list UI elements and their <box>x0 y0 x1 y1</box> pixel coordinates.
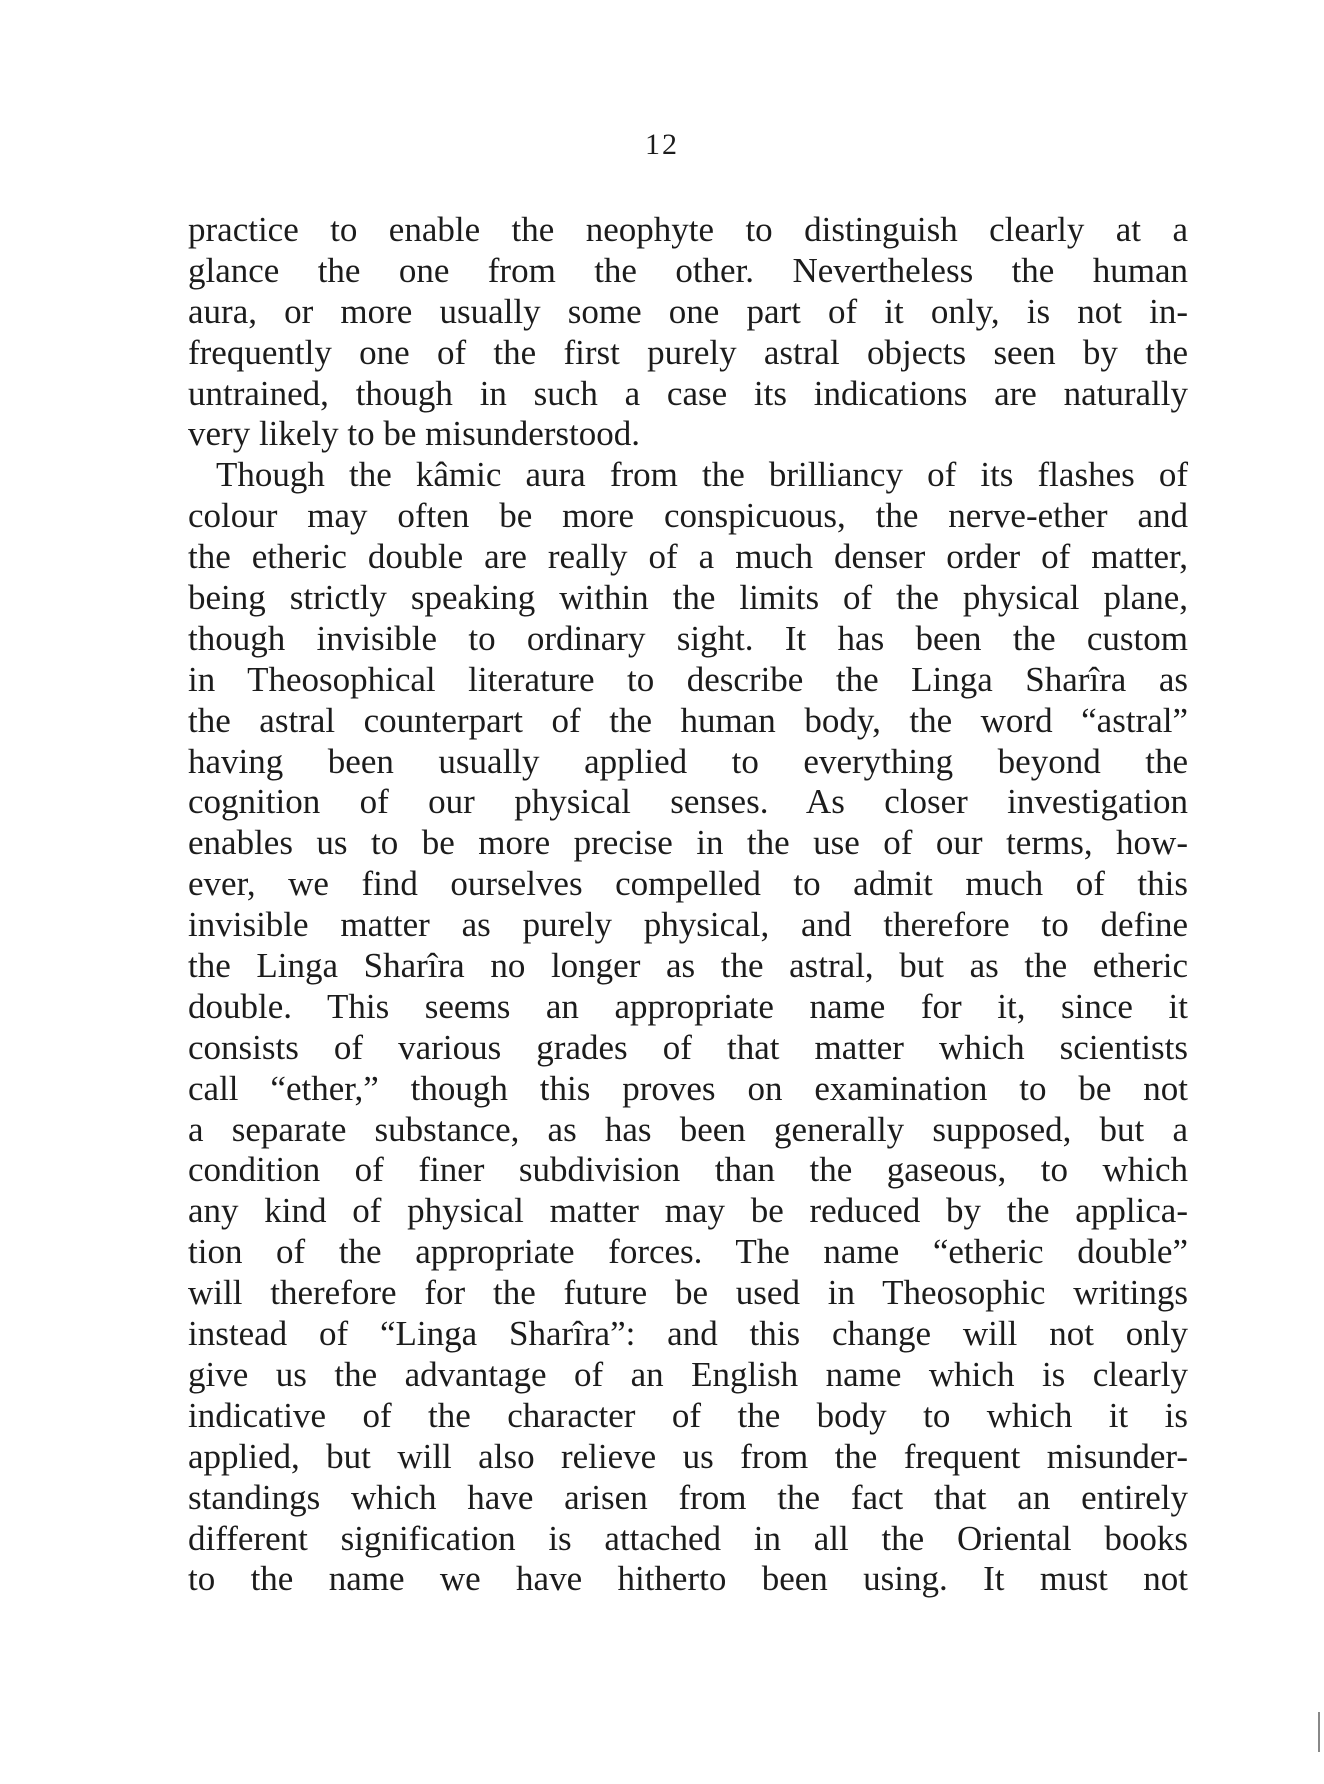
text-line: give us the advantage of an English name which is clearly <box>188 1354 1188 1394</box>
text-line: instead of “Linga Sharîra”: and this change will not only <box>188 1314 1188 1354</box>
text-line: will therefore for the future be used in Theosophic writings <box>188 1273 1188 1313</box>
text-line: double. This seems an appropriate name for it, since it <box>188 986 1188 1026</box>
text-line: enables us to be more precise in the use of our terms, how- <box>188 823 1188 863</box>
text-line: being strictly speaking within the limits of the physical plane, <box>188 578 1188 618</box>
text-line: practice to enable the neophyte to distinguish clearly at a <box>188 210 1188 249</box>
text-line: though invisible to ordinary sight. It has been the custom <box>188 618 1188 658</box>
text-line: glance the one from the other. Nevertheless the human <box>188 250 1188 290</box>
text-line: aura, or more usually some one part of it only, is not in- <box>188 291 1188 331</box>
text-line: in Theosophical literature to describe the Linga Sharîra as <box>188 659 1188 699</box>
text-line: tion of the appropriate forces. The name “etheric double” <box>188 1232 1188 1272</box>
text-line: to the name we have hitherto been using. It must not <box>188 1559 1188 1599</box>
text-line: indicative of the character of the body to which it is <box>188 1395 1188 1435</box>
text-line: invisible matter as purely physical, and therefore to define <box>188 905 1188 945</box>
text-line: cognition of our physical senses. As closer investigation <box>188 782 1188 822</box>
text-line: the astral counterpart of the human body, the word “astral” <box>188 700 1188 740</box>
scan-edge-mark <box>1318 1712 1320 1752</box>
text-line: colour may often be more conspicuous, the nerve-ether and <box>188 496 1188 536</box>
text-line: consists of various grades of that matter which scientists <box>188 1027 1188 1067</box>
text-line: applied, but will also relieve us from the frequent misunder- <box>188 1436 1188 1476</box>
text-line: the etheric double are really of a much denser order of matter, <box>188 537 1188 577</box>
text-line: different signification is attached in all the Oriental books <box>188 1518 1188 1558</box>
text-line: Though the kâmic aura from the brilliancy of its flashes of <box>216 455 1188 495</box>
text-line: very likely to be misunderstood. <box>188 414 641 454</box>
page-number: 12 <box>645 128 679 161</box>
text-line: condition of finer subdivision than the gaseous, to which <box>188 1150 1188 1190</box>
text-line: a separate substance, as has been generally supposed, but a <box>188 1109 1188 1149</box>
text-line: standings which have arisen from the fact that an entirely <box>188 1477 1188 1517</box>
text-line: the Linga Sharîra no longer as the astral, but as the etheric <box>188 946 1188 986</box>
text-line: frequently one of the first purely astral objects seen by the <box>188 332 1188 372</box>
text-line: ever, we find ourselves compelled to admit much of this <box>188 864 1188 904</box>
text-line: call “ether,” though this proves on examination to be not <box>188 1068 1188 1108</box>
text-line: any kind of physical matter may be reduced by the applica- <box>188 1191 1188 1231</box>
text-line: having been usually applied to everything beyond the <box>188 741 1188 781</box>
text-line: untrained, though in such a case its indications are naturally <box>188 373 1188 413</box>
body-text <box>188 210 1188 1600</box>
